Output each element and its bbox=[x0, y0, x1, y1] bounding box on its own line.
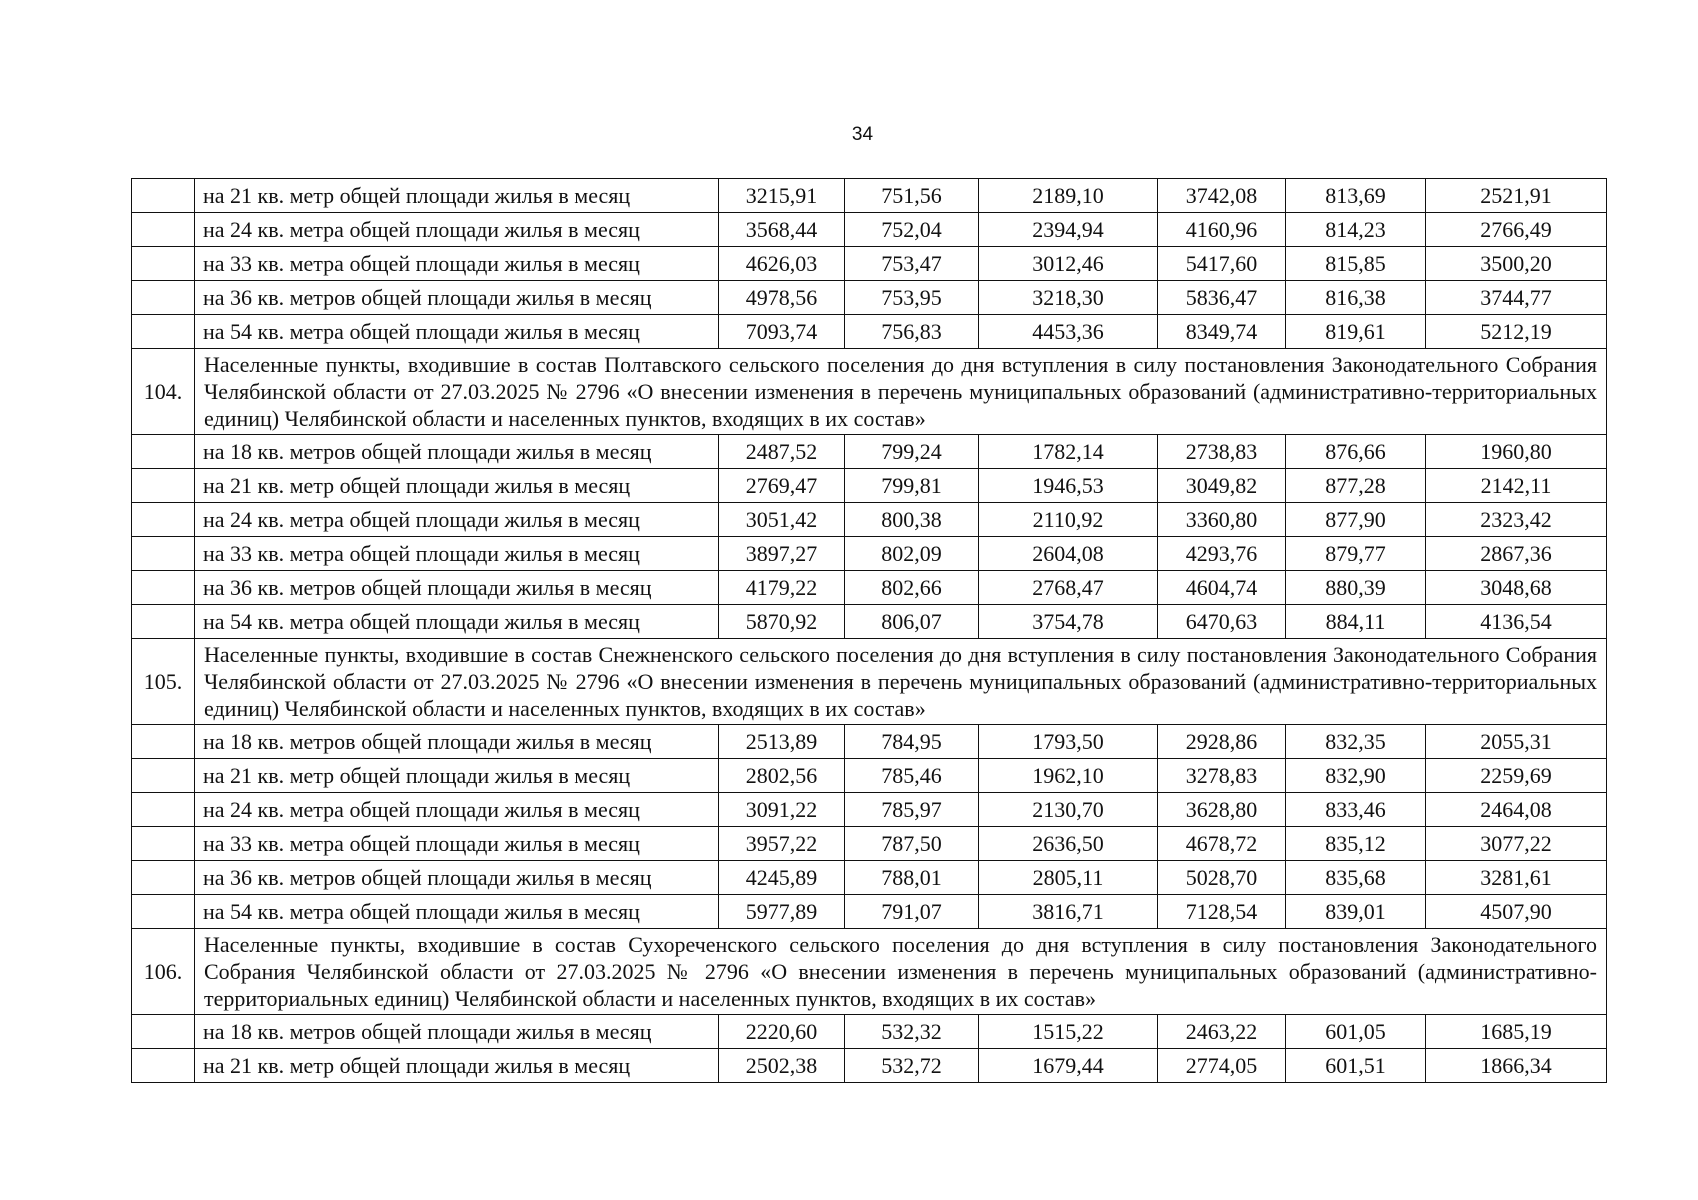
value-cell: 1782,14 bbox=[979, 435, 1158, 469]
section-number: 105. bbox=[132, 639, 195, 725]
row-label: на 24 кв. метра общей площади жилья в месяц bbox=[195, 503, 719, 537]
value-cell: 2738,83 bbox=[1158, 435, 1286, 469]
row-number-cell bbox=[132, 503, 195, 537]
value-cell: 4245,89 bbox=[719, 861, 845, 895]
value-cell: 814,23 bbox=[1286, 213, 1426, 247]
row-number-cell bbox=[132, 571, 195, 605]
table-row bbox=[132, 435, 1607, 469]
section-description: Населенные пункты, входившие в состав Снежненского сельского поселения до дня вступления в силу постановления Законодательного Собрания Челябинской области от 27.03.2025 № 2796 «О внесении изменения в перечень муниципальных образований (административно-территориальных единиц) Челябинской области и населенных пунктов, входящих в их состав» bbox=[195, 639, 1607, 725]
value-cell: 879,77 bbox=[1286, 537, 1426, 571]
value-cell: 2394,94 bbox=[979, 213, 1158, 247]
value-cell: 3628,80 bbox=[1158, 793, 1286, 827]
value-cell: 3744,77 bbox=[1426, 281, 1607, 315]
row-number-cell bbox=[132, 861, 195, 895]
value-cell: 2521,91 bbox=[1426, 179, 1607, 213]
row-number-cell bbox=[132, 605, 195, 639]
value-cell: 4626,03 bbox=[719, 247, 845, 281]
value-cell: 880,39 bbox=[1286, 571, 1426, 605]
value-cell: 2502,38 bbox=[719, 1049, 845, 1083]
value-cell: 802,66 bbox=[845, 571, 979, 605]
value-cell: 833,46 bbox=[1286, 793, 1426, 827]
row-label: на 21 кв. метр общей площади жилья в месяц bbox=[195, 759, 719, 793]
value-cell: 3500,20 bbox=[1426, 247, 1607, 281]
value-cell: 788,01 bbox=[845, 861, 979, 895]
value-cell: 819,61 bbox=[1286, 315, 1426, 349]
table-row bbox=[132, 759, 1607, 793]
value-cell: 877,28 bbox=[1286, 469, 1426, 503]
row-number-cell bbox=[132, 1049, 195, 1083]
value-cell: 1685,19 bbox=[1426, 1015, 1607, 1049]
value-cell: 5977,89 bbox=[719, 895, 845, 929]
row-number-cell bbox=[132, 1015, 195, 1049]
row-label: на 36 кв. метров общей площади жилья в месяц bbox=[195, 571, 719, 605]
section-header-row bbox=[132, 639, 1607, 725]
value-cell: 787,50 bbox=[845, 827, 979, 861]
row-number-cell bbox=[132, 725, 195, 759]
value-cell: 1962,10 bbox=[979, 759, 1158, 793]
value-cell: 800,38 bbox=[845, 503, 979, 537]
table-row bbox=[132, 725, 1607, 759]
value-cell: 2464,08 bbox=[1426, 793, 1607, 827]
value-cell: 813,69 bbox=[1286, 179, 1426, 213]
value-cell: 756,83 bbox=[845, 315, 979, 349]
value-cell: 2867,36 bbox=[1426, 537, 1607, 571]
value-cell: 753,47 bbox=[845, 247, 979, 281]
value-cell: 2130,70 bbox=[979, 793, 1158, 827]
row-label: на 18 кв. метров общей площади жилья в месяц bbox=[195, 435, 719, 469]
table-row bbox=[132, 895, 1607, 929]
value-cell: 5870,92 bbox=[719, 605, 845, 639]
value-cell: 1866,34 bbox=[1426, 1049, 1607, 1083]
value-cell: 4293,76 bbox=[1158, 537, 1286, 571]
value-cell: 532,32 bbox=[845, 1015, 979, 1049]
value-cell: 7128,54 bbox=[1158, 895, 1286, 929]
value-cell: 3816,71 bbox=[979, 895, 1158, 929]
value-cell: 2768,47 bbox=[979, 571, 1158, 605]
table-row bbox=[132, 537, 1607, 571]
table-row bbox=[132, 469, 1607, 503]
row-number-cell bbox=[132, 435, 195, 469]
value-cell: 2323,42 bbox=[1426, 503, 1607, 537]
value-cell: 3077,22 bbox=[1426, 827, 1607, 861]
section-description: Населенные пункты, входившие в состав Сухореченского сельского поселения до дня вступления в силу постановления Законодательного Собрания Челябинской области от 27.03.2025 № 2796 «О внесении изменения в перечень муниципальных образований (административно-территориальных единиц) Челябинской области и населенных пунктов, входящих в их состав» bbox=[195, 929, 1607, 1015]
value-cell: 2463,22 bbox=[1158, 1015, 1286, 1049]
row-number-cell bbox=[132, 247, 195, 281]
value-cell: 802,09 bbox=[845, 537, 979, 571]
row-number-cell bbox=[132, 895, 195, 929]
value-cell: 4179,22 bbox=[719, 571, 845, 605]
table-row bbox=[132, 179, 1607, 213]
row-label: на 24 кв. метра общей площади жилья в месяц bbox=[195, 213, 719, 247]
value-cell: 2604,08 bbox=[979, 537, 1158, 571]
value-cell: 8349,74 bbox=[1158, 315, 1286, 349]
row-label: на 54 кв. метра общей площади жилья в месяц bbox=[195, 605, 719, 639]
row-number-cell bbox=[132, 179, 195, 213]
value-cell: 1793,50 bbox=[979, 725, 1158, 759]
value-cell: 785,46 bbox=[845, 759, 979, 793]
value-cell: 3957,22 bbox=[719, 827, 845, 861]
value-cell: 2766,49 bbox=[1426, 213, 1607, 247]
row-label: на 18 кв. метров общей площади жилья в месяц bbox=[195, 725, 719, 759]
table-row bbox=[132, 861, 1607, 895]
table-row bbox=[132, 1049, 1607, 1083]
value-cell: 832,90 bbox=[1286, 759, 1426, 793]
table-row bbox=[132, 827, 1607, 861]
row-label: на 21 кв. метр общей площади жилья в месяц bbox=[195, 469, 719, 503]
value-cell: 6470,63 bbox=[1158, 605, 1286, 639]
value-cell: 601,51 bbox=[1286, 1049, 1426, 1083]
value-cell: 4978,56 bbox=[719, 281, 845, 315]
table-row bbox=[132, 281, 1607, 315]
value-cell: 2220,60 bbox=[719, 1015, 845, 1049]
table-row bbox=[132, 503, 1607, 537]
value-cell: 3278,83 bbox=[1158, 759, 1286, 793]
row-number-cell bbox=[132, 315, 195, 349]
value-cell: 3215,91 bbox=[719, 179, 845, 213]
table-row bbox=[132, 1015, 1607, 1049]
page-number: 34 bbox=[851, 124, 874, 145]
section-header-row bbox=[132, 349, 1607, 435]
row-number-cell bbox=[132, 827, 195, 861]
value-cell: 751,56 bbox=[845, 179, 979, 213]
table-row bbox=[132, 247, 1607, 281]
value-cell: 3897,27 bbox=[719, 537, 845, 571]
row-number-cell bbox=[132, 469, 195, 503]
value-cell: 4453,36 bbox=[979, 315, 1158, 349]
value-cell: 532,72 bbox=[845, 1049, 979, 1083]
value-cell: 5836,47 bbox=[1158, 281, 1286, 315]
tariff-table-body bbox=[132, 179, 1607, 1083]
row-number-cell bbox=[132, 213, 195, 247]
section-header-row bbox=[132, 929, 1607, 1015]
value-cell: 876,66 bbox=[1286, 435, 1426, 469]
table-row bbox=[132, 315, 1607, 349]
value-cell: 2774,05 bbox=[1158, 1049, 1286, 1083]
value-cell: 835,68 bbox=[1286, 861, 1426, 895]
table-row bbox=[132, 793, 1607, 827]
value-cell: 835,12 bbox=[1286, 827, 1426, 861]
value-cell: 3048,68 bbox=[1426, 571, 1607, 605]
value-cell: 785,97 bbox=[845, 793, 979, 827]
value-cell: 3049,82 bbox=[1158, 469, 1286, 503]
value-cell: 1515,22 bbox=[979, 1015, 1158, 1049]
value-cell: 2802,56 bbox=[719, 759, 845, 793]
value-cell: 2636,50 bbox=[979, 827, 1158, 861]
value-cell: 2055,31 bbox=[1426, 725, 1607, 759]
row-label: на 36 кв. метров общей площади жилья в месяц bbox=[195, 281, 719, 315]
value-cell: 884,11 bbox=[1286, 605, 1426, 639]
row-number-cell bbox=[132, 537, 195, 571]
value-cell: 815,85 bbox=[1286, 247, 1426, 281]
value-cell: 806,07 bbox=[845, 605, 979, 639]
tariff-table bbox=[131, 178, 1607, 1083]
value-cell: 3218,30 bbox=[979, 281, 1158, 315]
value-cell: 2189,10 bbox=[979, 179, 1158, 213]
value-cell: 601,05 bbox=[1286, 1015, 1426, 1049]
value-cell: 3051,42 bbox=[719, 503, 845, 537]
value-cell: 2769,47 bbox=[719, 469, 845, 503]
value-cell: 5028,70 bbox=[1158, 861, 1286, 895]
value-cell: 2110,92 bbox=[979, 503, 1158, 537]
row-label: на 33 кв. метра общей площади жилья в месяц bbox=[195, 247, 719, 281]
table-row bbox=[132, 213, 1607, 247]
value-cell: 4678,72 bbox=[1158, 827, 1286, 861]
value-cell: 4160,96 bbox=[1158, 213, 1286, 247]
row-label: на 36 кв. метров общей площади жилья в месяц bbox=[195, 861, 719, 895]
section-description: Населенные пункты, входившие в состав Полтавского сельского поселения до дня вступления в силу постановления Законодательного Собрания Челябинской области от 27.03.2025 № 2796 «О внесении изменения в перечень муниципальных образований (административно-территориальных единиц) Челябинской области и населенных пунктов, входящих в их состав» bbox=[195, 349, 1607, 435]
value-cell: 3091,22 bbox=[719, 793, 845, 827]
value-cell: 5417,60 bbox=[1158, 247, 1286, 281]
value-cell: 832,35 bbox=[1286, 725, 1426, 759]
value-cell: 1960,80 bbox=[1426, 435, 1607, 469]
table-row bbox=[132, 605, 1607, 639]
value-cell: 3568,44 bbox=[719, 213, 845, 247]
value-cell: 4136,54 bbox=[1426, 605, 1607, 639]
value-cell: 3754,78 bbox=[979, 605, 1158, 639]
value-cell: 4507,90 bbox=[1426, 895, 1607, 929]
section-number: 104. bbox=[132, 349, 195, 435]
value-cell: 799,81 bbox=[845, 469, 979, 503]
value-cell: 791,07 bbox=[845, 895, 979, 929]
value-cell: 2259,69 bbox=[1426, 759, 1607, 793]
value-cell: 4604,74 bbox=[1158, 571, 1286, 605]
value-cell: 2805,11 bbox=[979, 861, 1158, 895]
row-number-cell bbox=[132, 793, 195, 827]
row-label: на 21 кв. метр общей площади жилья в месяц bbox=[195, 179, 719, 213]
value-cell: 1946,53 bbox=[979, 469, 1158, 503]
value-cell: 2513,89 bbox=[719, 725, 845, 759]
value-cell: 752,04 bbox=[845, 213, 979, 247]
value-cell: 816,38 bbox=[1286, 281, 1426, 315]
value-cell: 3012,46 bbox=[979, 247, 1158, 281]
value-cell: 839,01 bbox=[1286, 895, 1426, 929]
value-cell: 3360,80 bbox=[1158, 503, 1286, 537]
row-label: на 18 кв. метров общей площади жилья в месяц bbox=[195, 1015, 719, 1049]
row-number-cell bbox=[132, 759, 195, 793]
row-label: на 54 кв. метра общей площади жилья в месяц bbox=[195, 315, 719, 349]
value-cell: 799,24 bbox=[845, 435, 979, 469]
value-cell: 877,90 bbox=[1286, 503, 1426, 537]
value-cell: 2487,52 bbox=[719, 435, 845, 469]
row-label: на 24 кв. метра общей площади жилья в месяц bbox=[195, 793, 719, 827]
value-cell: 2928,86 bbox=[1158, 725, 1286, 759]
value-cell: 1679,44 bbox=[979, 1049, 1158, 1083]
value-cell: 7093,74 bbox=[719, 315, 845, 349]
row-label: на 54 кв. метра общей площади жилья в месяц bbox=[195, 895, 719, 929]
row-label: на 33 кв. метра общей площади жилья в месяц bbox=[195, 537, 719, 571]
row-label: на 33 кв. метра общей площади жилья в месяц bbox=[195, 827, 719, 861]
value-cell: 3742,08 bbox=[1158, 179, 1286, 213]
value-cell: 784,95 bbox=[845, 725, 979, 759]
table-row bbox=[132, 571, 1607, 605]
value-cell: 5212,19 bbox=[1426, 315, 1607, 349]
row-number-cell bbox=[132, 281, 195, 315]
section-number: 106. bbox=[132, 929, 195, 1015]
row-label: на 21 кв. метр общей площади жилья в месяц bbox=[195, 1049, 719, 1083]
value-cell: 2142,11 bbox=[1426, 469, 1607, 503]
value-cell: 753,95 bbox=[845, 281, 979, 315]
value-cell: 3281,61 bbox=[1426, 861, 1607, 895]
